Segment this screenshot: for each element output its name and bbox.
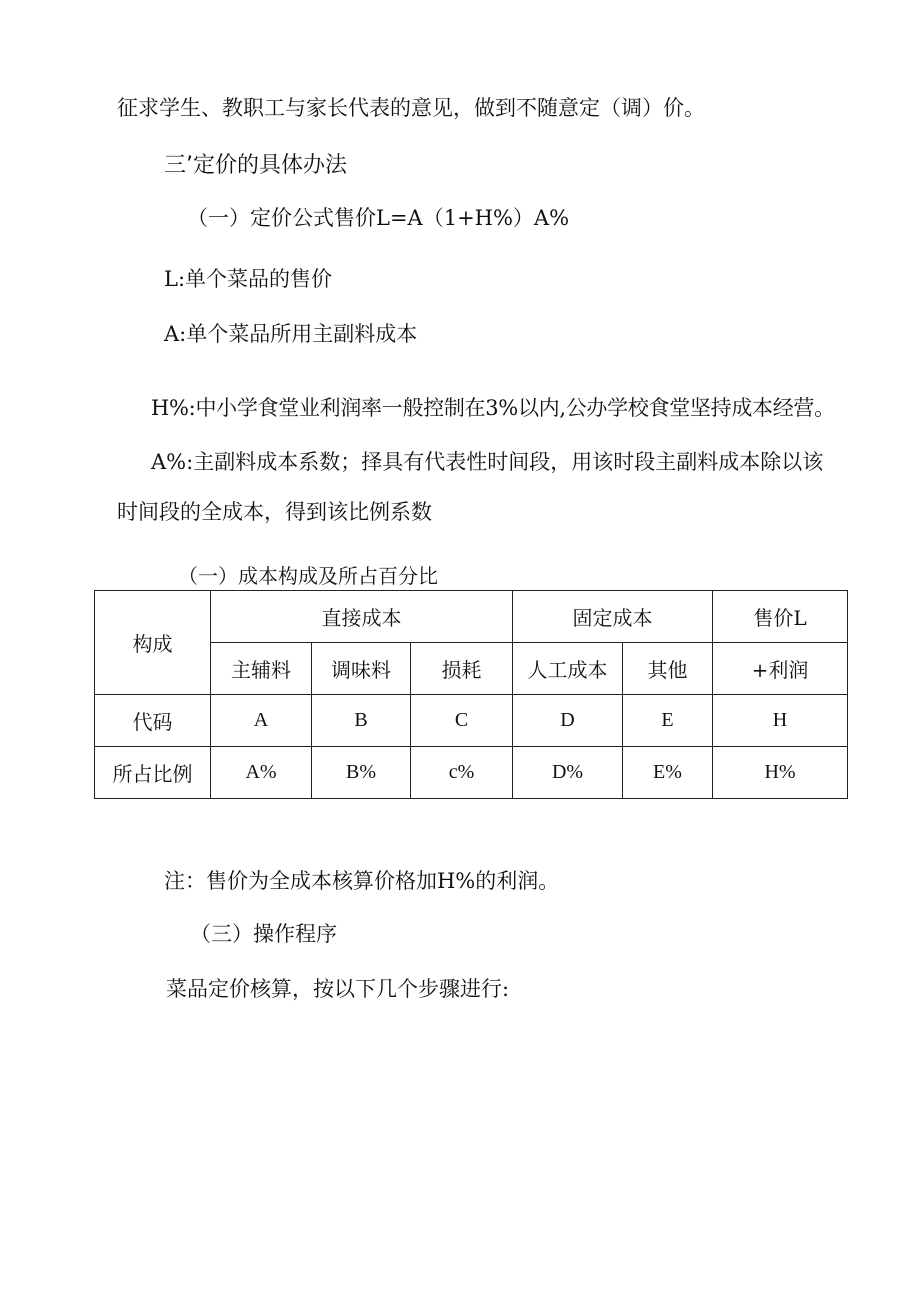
code-cell: D [513,695,623,747]
ratio-cell: B% [312,747,411,799]
header-fixed-cost: 固定成本 [513,591,713,643]
subheader-cell: 主辅料 [211,643,312,695]
code-cell: H [713,695,848,747]
table-row-ratio [95,747,848,799]
table-caption: （一）成本构成及所占百分比 [178,564,438,588]
pricing-formula: （一）定价公式售价L=A（1+H%）A% [187,206,570,230]
subheader-cell: 其他 [623,643,713,695]
section-title-pricing-method: 三’定价的具体办法 [164,153,347,178]
subheader-cell: +利润 [713,643,848,695]
code-cell: E [623,695,713,747]
subheader-cell: 人工成本 [513,643,623,695]
definition-Apct-line2: 时间段的全成本，得到该比例系数 [117,500,432,524]
ratio-cell: E% [623,747,713,799]
table-row-code [95,695,848,747]
subheader-cell: 损耗 [411,643,513,695]
header-selling-price: 售价L [713,591,848,643]
ratio-cell: A% [211,747,312,799]
section-title-operations: （三）操作程序 [190,922,337,946]
header-direct-cost: 直接成本 [211,591,513,643]
code-cell: A [211,695,312,747]
definition-L: L:单个菜品的售价 [164,267,333,291]
note-profit: 注：售价为全成本核算价格加H%的利润。 [164,869,560,893]
ratio-cell: c% [411,747,513,799]
definition-Apct-line1: A%:主副料成本系数；择具有代表性时间段，用该时段主副料成本除以该 [151,450,824,474]
definition-H: H%:中小学食堂业利润率一般控制在3%以内,公办学校食堂坚持成本经营。 [151,396,835,420]
definition-A: A:单个菜品所用主副料成本 [164,322,418,346]
subheader-cell: 调味料 [312,643,411,695]
code-cell: C [411,695,513,747]
row-label-ratio: 所占比例 [95,747,211,799]
ratio-cell: H% [713,747,848,799]
steps-intro: 菜品定价核算，按以下几个步骤进行: [166,977,510,1001]
row-label-code: 代码 [95,695,211,747]
paragraph-opinion: 征求学生、教职工与家长代表的意见，做到不随意定（调）价。 [117,96,705,120]
table-header-row [95,591,848,643]
cost-composition-table [94,590,848,799]
ratio-cell: D% [513,747,623,799]
code-cell: B [312,695,411,747]
header-composition: 构成 [95,591,211,695]
